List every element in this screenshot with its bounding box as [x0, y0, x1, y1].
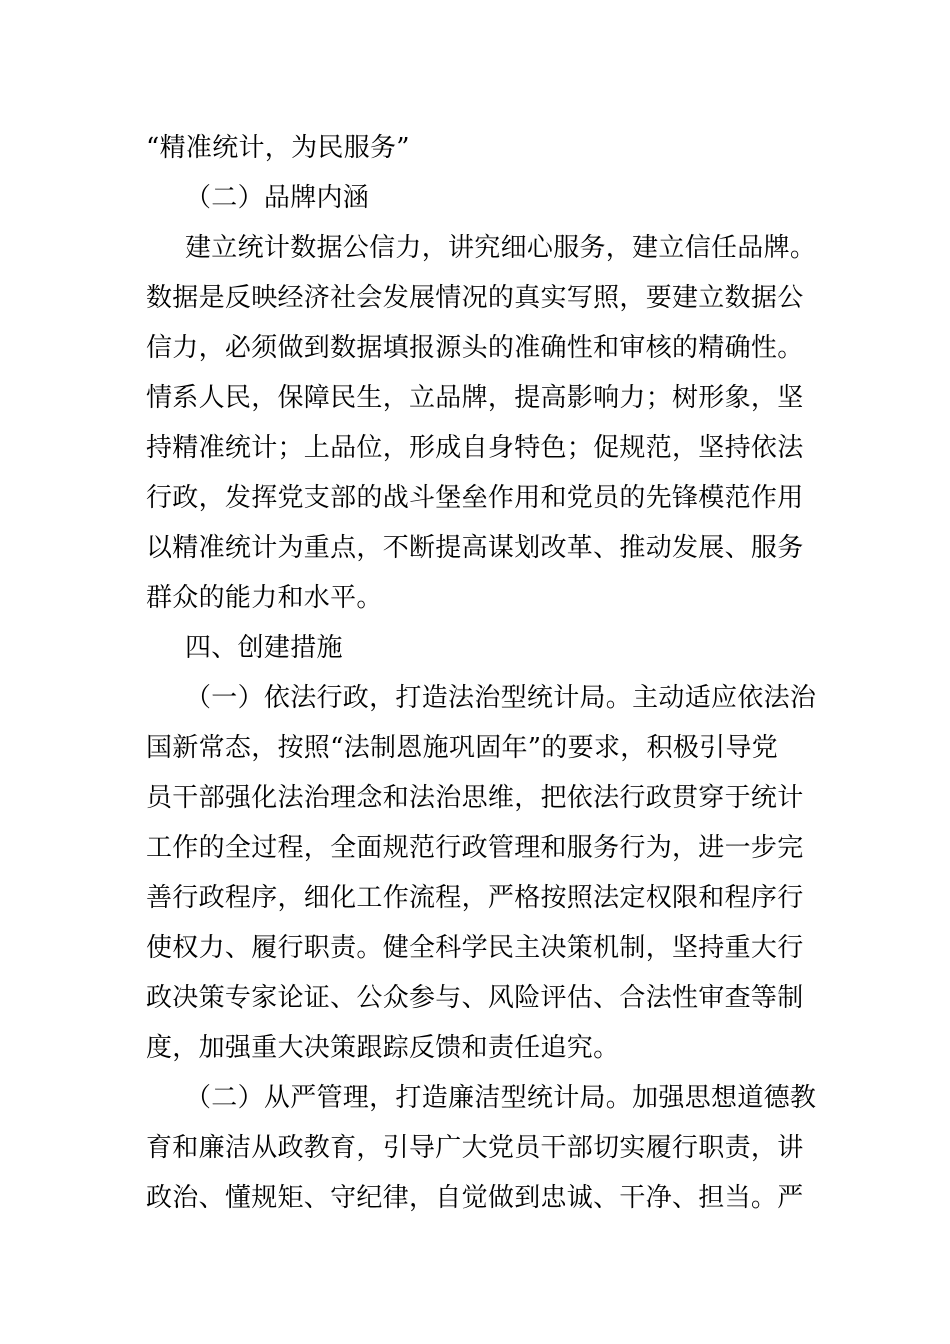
paragraph-line: 政决策专家论证、公众参与、风险评估、合法性审查等制	[146, 983, 804, 1013]
paragraph-line: 信力，必须做到数据填报源头的准确性和审核的精确性。	[146, 333, 804, 363]
paragraph-line: 度，加强重大决策跟踪反馈和责任追究。	[146, 1033, 620, 1063]
paragraph-line: （一）依法行政，打造法治型统计局。主动适应依法治	[185, 683, 817, 713]
paragraph-line: 育和廉洁从政教育，引导广大党员干部切实履行职责，讲	[146, 1133, 804, 1163]
paragraph-line: 数据是反映经济社会发展情况的真实写照，要建立数据公	[146, 283, 804, 313]
paragraph-line: 情系人民，保障民生，立品牌，提高影响力；树形象，坚	[146, 383, 804, 413]
paragraph-line: 善行政程序，细化工作流程，严格按照法定权限和程序行	[146, 883, 804, 913]
slogan-line: “精准统计，为民服务”	[146, 133, 410, 163]
paragraph-line: 国新常态，按照“法制恩施巩固年”的要求，积极引导党	[146, 733, 779, 763]
section-heading-measures: 四、创建措施	[185, 633, 343, 663]
paragraph-line: 以精准统计为重点，不断提高谋划改革、推动发展、服务	[146, 533, 804, 563]
paragraph-line: 工作的全过程，全面规范行政管理和服务行为，进一步完	[146, 833, 804, 863]
paragraph-line: 群众的能力和水平。	[146, 583, 383, 613]
paragraph-line: （二）从严管理，打造廉洁型统计局。加强思想道德教	[185, 1083, 817, 1113]
paragraph-line: 建立统计数据公信力，讲究细心服务，建立信任品牌。	[185, 233, 817, 263]
paragraph-line: 使权力、履行职责。健全科学民主决策机制，坚持重大行	[146, 933, 804, 963]
paragraph-line: 行政，发挥党支部的战斗堡垒作用和党员的先锋模范作用	[146, 483, 804, 513]
paragraph-line: 持精准统计；上品位，形成自身特色；促规范，坚持依法	[146, 433, 804, 463]
paragraph-line: 员干部强化法治理念和法治思维，把依法行政贯穿于统计	[146, 783, 804, 813]
paragraph-line: 政治、懂规矩、守纪律，自觉做到忠诚、干净、担当。严	[146, 1183, 804, 1213]
section-heading-brand-meaning: （二）品牌内涵	[185, 183, 370, 213]
